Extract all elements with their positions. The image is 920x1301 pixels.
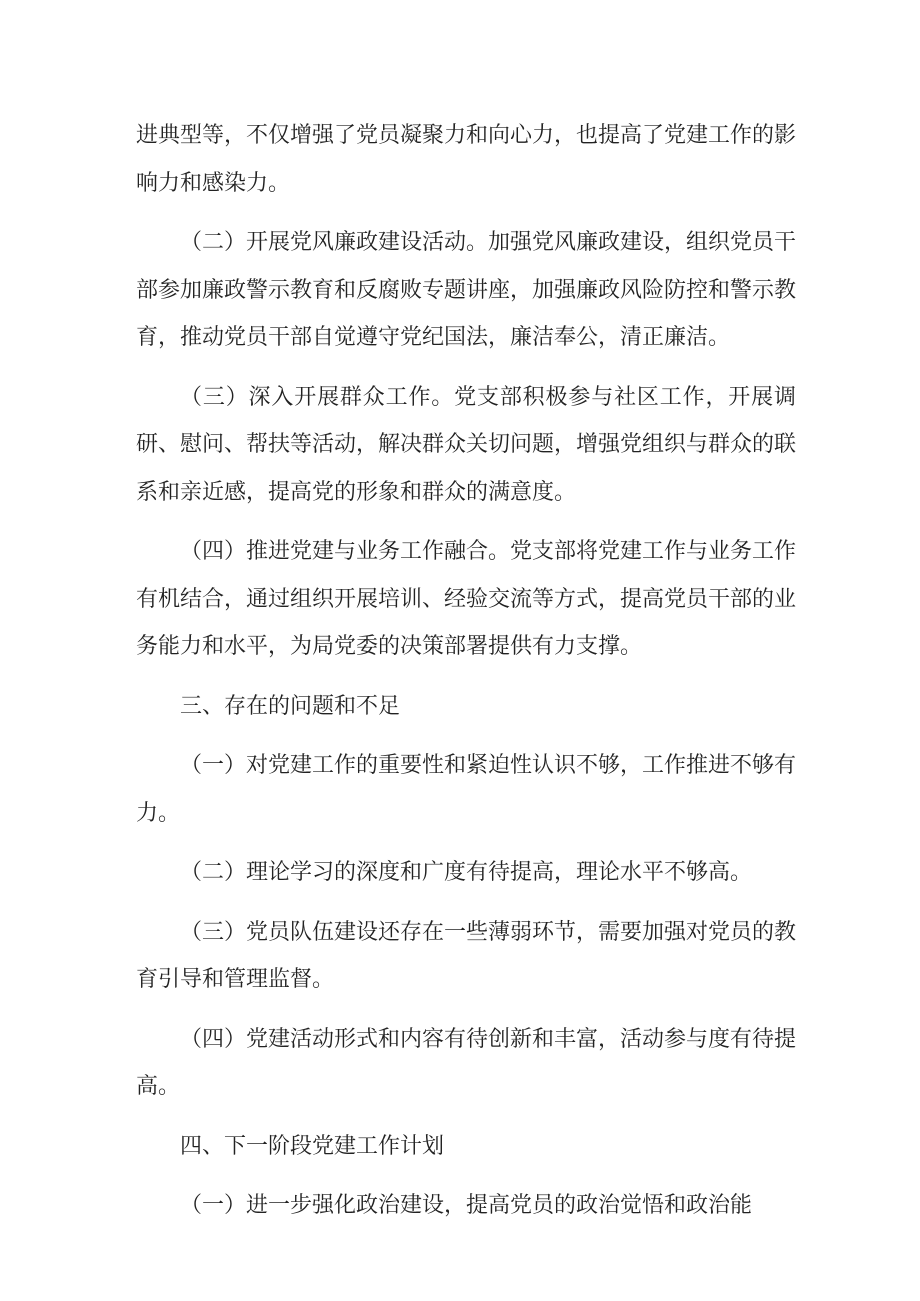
paragraph-problem-1: （一）对党建工作的重要性和紧迫性认识不够，工作推进不够有力。	[136, 753, 797, 826]
paragraph-plan-1: （一）进一步强化政治建设，提高党员的政治觉悟和政治能	[180, 1193, 753, 1218]
paragraph-mass-work: （三）深入开展群众工作。党支部积极参与社区工作，开展调研、慰问、帮扶等活动，解决群众关切问题，增强党组织与群众的联系和亲近感，提高党的形象和群众的满意度。	[136, 384, 797, 505]
paragraph-problem-4: （四）党建活动形式和内容有待创新和丰富，活动参与度有待提高。	[136, 1026, 797, 1099]
paragraph-integrity-building: （二）开展党风廉政建设活动。加强党风廉政建设，组织党员干部参加廉政警示教育和反腐败专题讲座，加强廉政风险防控和警示教育，推动党员干部自觉遵守党纪国法，廉洁奉公，清正廉洁。	[136, 230, 797, 350]
paragraph-problem-3: （三）党员队伍建设还存在一些薄弱环节，需要加强对党员的教育引导和管理监督。	[136, 919, 797, 992]
paragraph-continuation: 进典型等，不仅增强了党员凝聚力和向心力，也提高了党建工作的影响力和感染力。	[136, 123, 797, 196]
section-heading-problems: 三、存在的问题和不足	[180, 693, 401, 719]
paragraph-problem-2: （二）理论学习的深度和广度有待提高，理论水平不够高。	[180, 860, 753, 885]
paragraph-business-integration: （四）推进党建与业务工作融合。党支部将党建工作与业务工作有机结合，通过组织开展培训、经验交流等方式，提高党员干部的业务能力和水平，为局党委的决策部署提供有力支撑。	[136, 539, 797, 659]
section-heading-next-plan: 四、下一阶段党建工作计划	[180, 1133, 445, 1159]
document-body	[136, 112, 796, 1230]
